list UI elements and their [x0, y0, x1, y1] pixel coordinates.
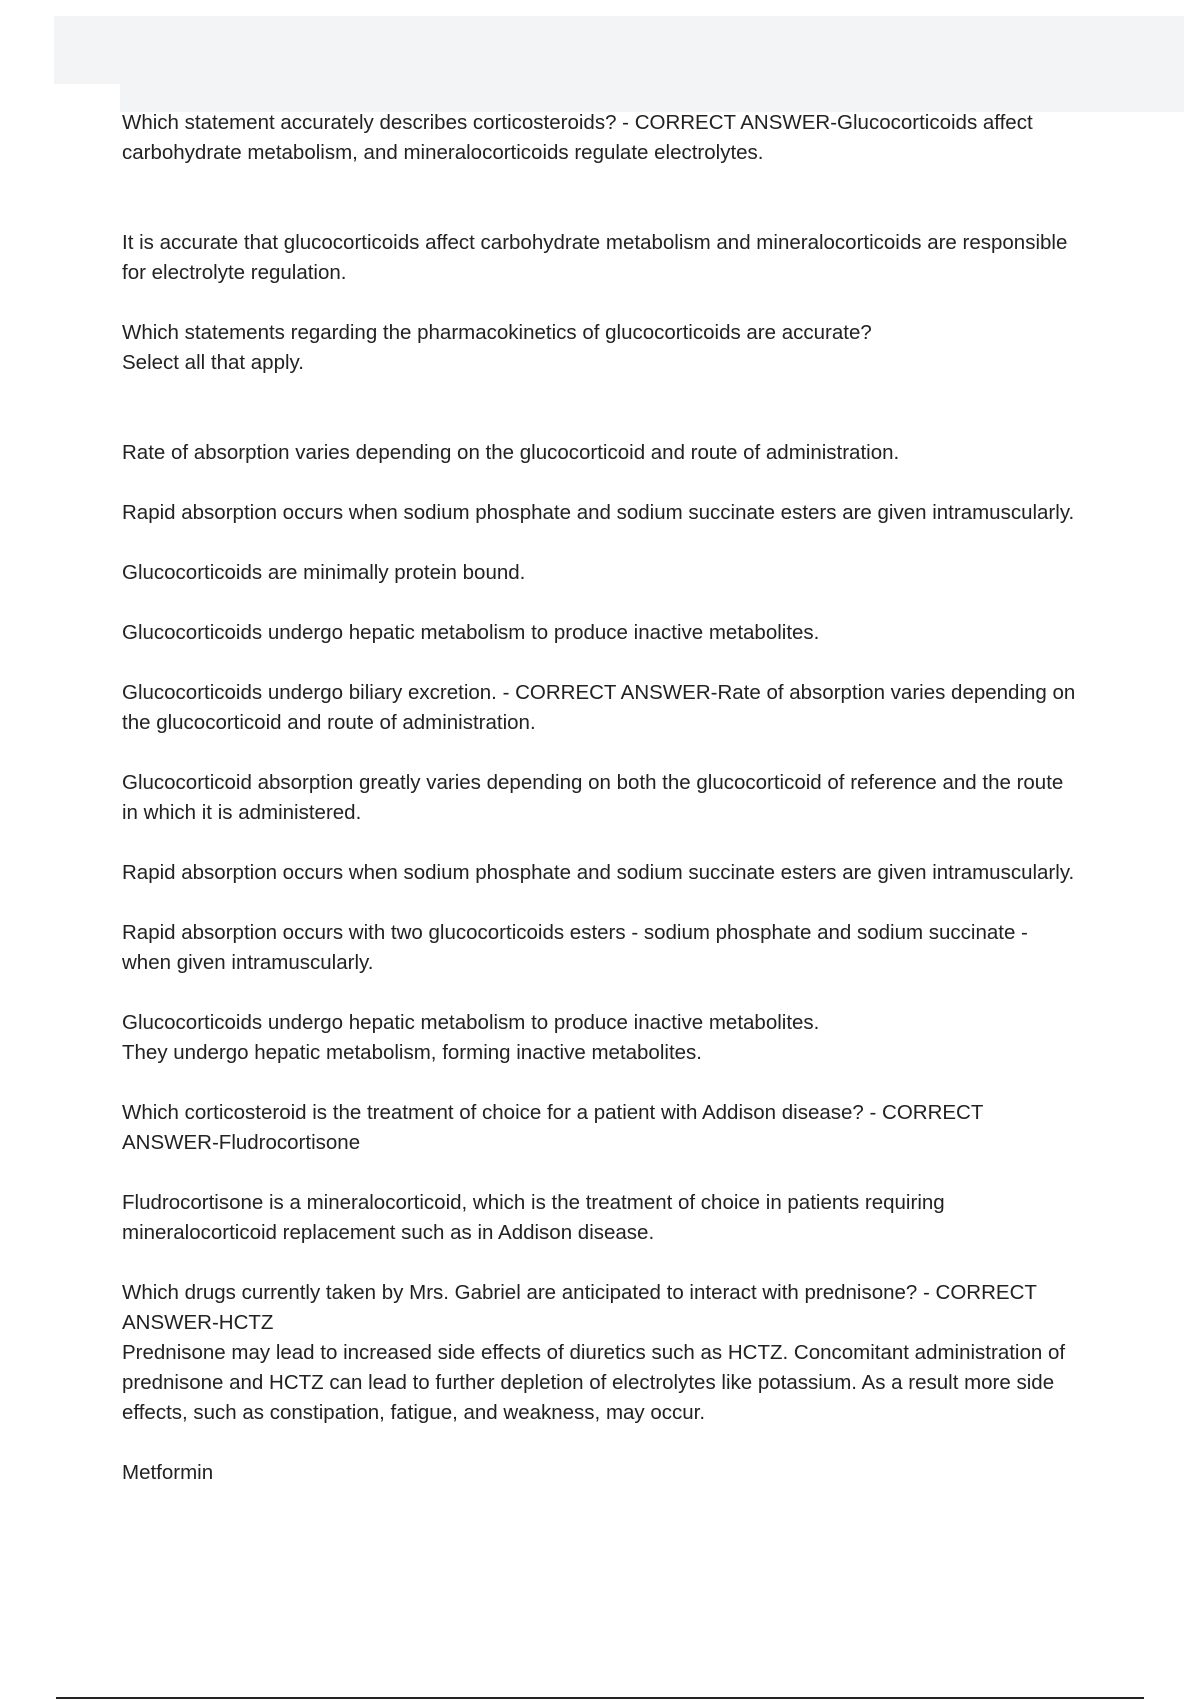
question-prednisone-interaction — [122, 1278, 1186, 1428]
text-line: Glucocorticoids undergo biliary excretion. - CORRECT ANSWER-Rate of absorption varies depending on — [122, 681, 1076, 704]
text-line: prednisone and HCTZ can lead to further depletion of electrolytes like potassium. As a result more side — [122, 1371, 1055, 1394]
question-addison-disease — [122, 1098, 1186, 1158]
text-line: Rapid absorption occurs with two glucocorticoids esters - sodium phosphate and sodium succinate - — [122, 921, 1028, 944]
text-line: Glucocorticoids undergo hepatic metabolism to produce inactive metabolites. — [122, 1011, 820, 1034]
option-biliary-excretion-answer — [122, 678, 1186, 738]
text-line: carbohydrate metabolism, and mineralocorticoids regulate electrolytes. — [122, 141, 764, 164]
question-corticosteroids — [122, 108, 1186, 168]
answer-hepatic-metabolism — [122, 1008, 1186, 1068]
text-line: ANSWER-HCTZ — [122, 1311, 274, 1334]
option-protein-bound — [122, 558, 1186, 588]
text-line: Which statement accurately describes corticosteroids? - CORRECT ANSWER-Glucocorticoids affect — [122, 111, 1033, 134]
rationale-rapid-absorption — [122, 918, 1186, 978]
text-line: when given intramuscularly. — [122, 951, 374, 974]
text-line: for electrolyte regulation. — [122, 261, 347, 284]
text-line: ANSWER-Fludrocortisone — [122, 1131, 361, 1154]
text-line: Glucocorticoids undergo hepatic metabolism to produce inactive metabolites. — [122, 621, 820, 644]
option-absorption-rate — [122, 438, 1186, 468]
text-line: Which drugs currently taken by Mrs. Gabriel are anticipated to interact with prednisone? - CORRECT — [122, 1281, 1037, 1304]
page-header-notch — [54, 84, 120, 112]
option-metformin — [122, 1458, 1186, 1488]
text-line: They undergo hepatic metabolism, forming inactive metabolites. — [122, 1041, 702, 1064]
text-line: the glucocorticoid and route of administration. — [122, 711, 536, 734]
text-line: Which corticosteroid is the treatment of choice for a patient with Addison disease? - CORRECT — [122, 1101, 984, 1124]
text-line: Metformin — [122, 1461, 214, 1484]
rationale-absorption — [122, 768, 1186, 828]
footer-divider — [56, 1697, 1144, 1699]
rationale-fludrocortisone — [122, 1188, 1186, 1248]
question-pharmacokinetics — [122, 318, 1186, 378]
page-header-band — [54, 16, 1184, 112]
rationale-corticosteroids — [122, 228, 1186, 288]
text-line: Fludrocortisone is a mineralocorticoid, which is the treatment of choice in patients requiring — [122, 1191, 945, 1214]
text-line: Select all that apply. — [122, 351, 304, 374]
option-hepatic-metabolism — [122, 618, 1186, 648]
text-line: mineralocorticoid replacement such as in Addison disease. — [122, 1221, 655, 1244]
document-body — [122, 108, 1186, 1488]
text-line: Rapid absorption occurs when sodium phosphate and sodium succinate esters are given intramuscularly. — [122, 501, 1075, 524]
text-line: in which it is administered. — [122, 801, 362, 824]
option-rapid-absorption — [122, 498, 1186, 528]
text-line: Glucocorticoids are minimally protein bound. — [122, 561, 526, 584]
text-line: It is accurate that glucocorticoids affect carbohydrate metabolism and mineralocorticoids are responsible — [122, 231, 1068, 254]
text-line: Rapid absorption occurs when sodium phosphate and sodium succinate esters are given intramuscularly. — [122, 861, 1075, 884]
text-line: effects, such as constipation, fatigue, and weakness, may occur. — [122, 1401, 706, 1424]
text-line: Prednisone may lead to increased side effects of diuretics such as HCTZ. Concomitant administration of — [122, 1341, 1066, 1364]
text-line: Glucocorticoid absorption greatly varies depending on both the glucocorticoid of reference and the route — [122, 771, 1064, 794]
text-line: Which statements regarding the pharmacokinetics of glucocorticoids are accurate? — [122, 321, 872, 344]
answer-rapid-absorption — [122, 858, 1186, 888]
text-line: Rate of absorption varies depending on the glucocorticoid and route of administration. — [122, 441, 900, 464]
